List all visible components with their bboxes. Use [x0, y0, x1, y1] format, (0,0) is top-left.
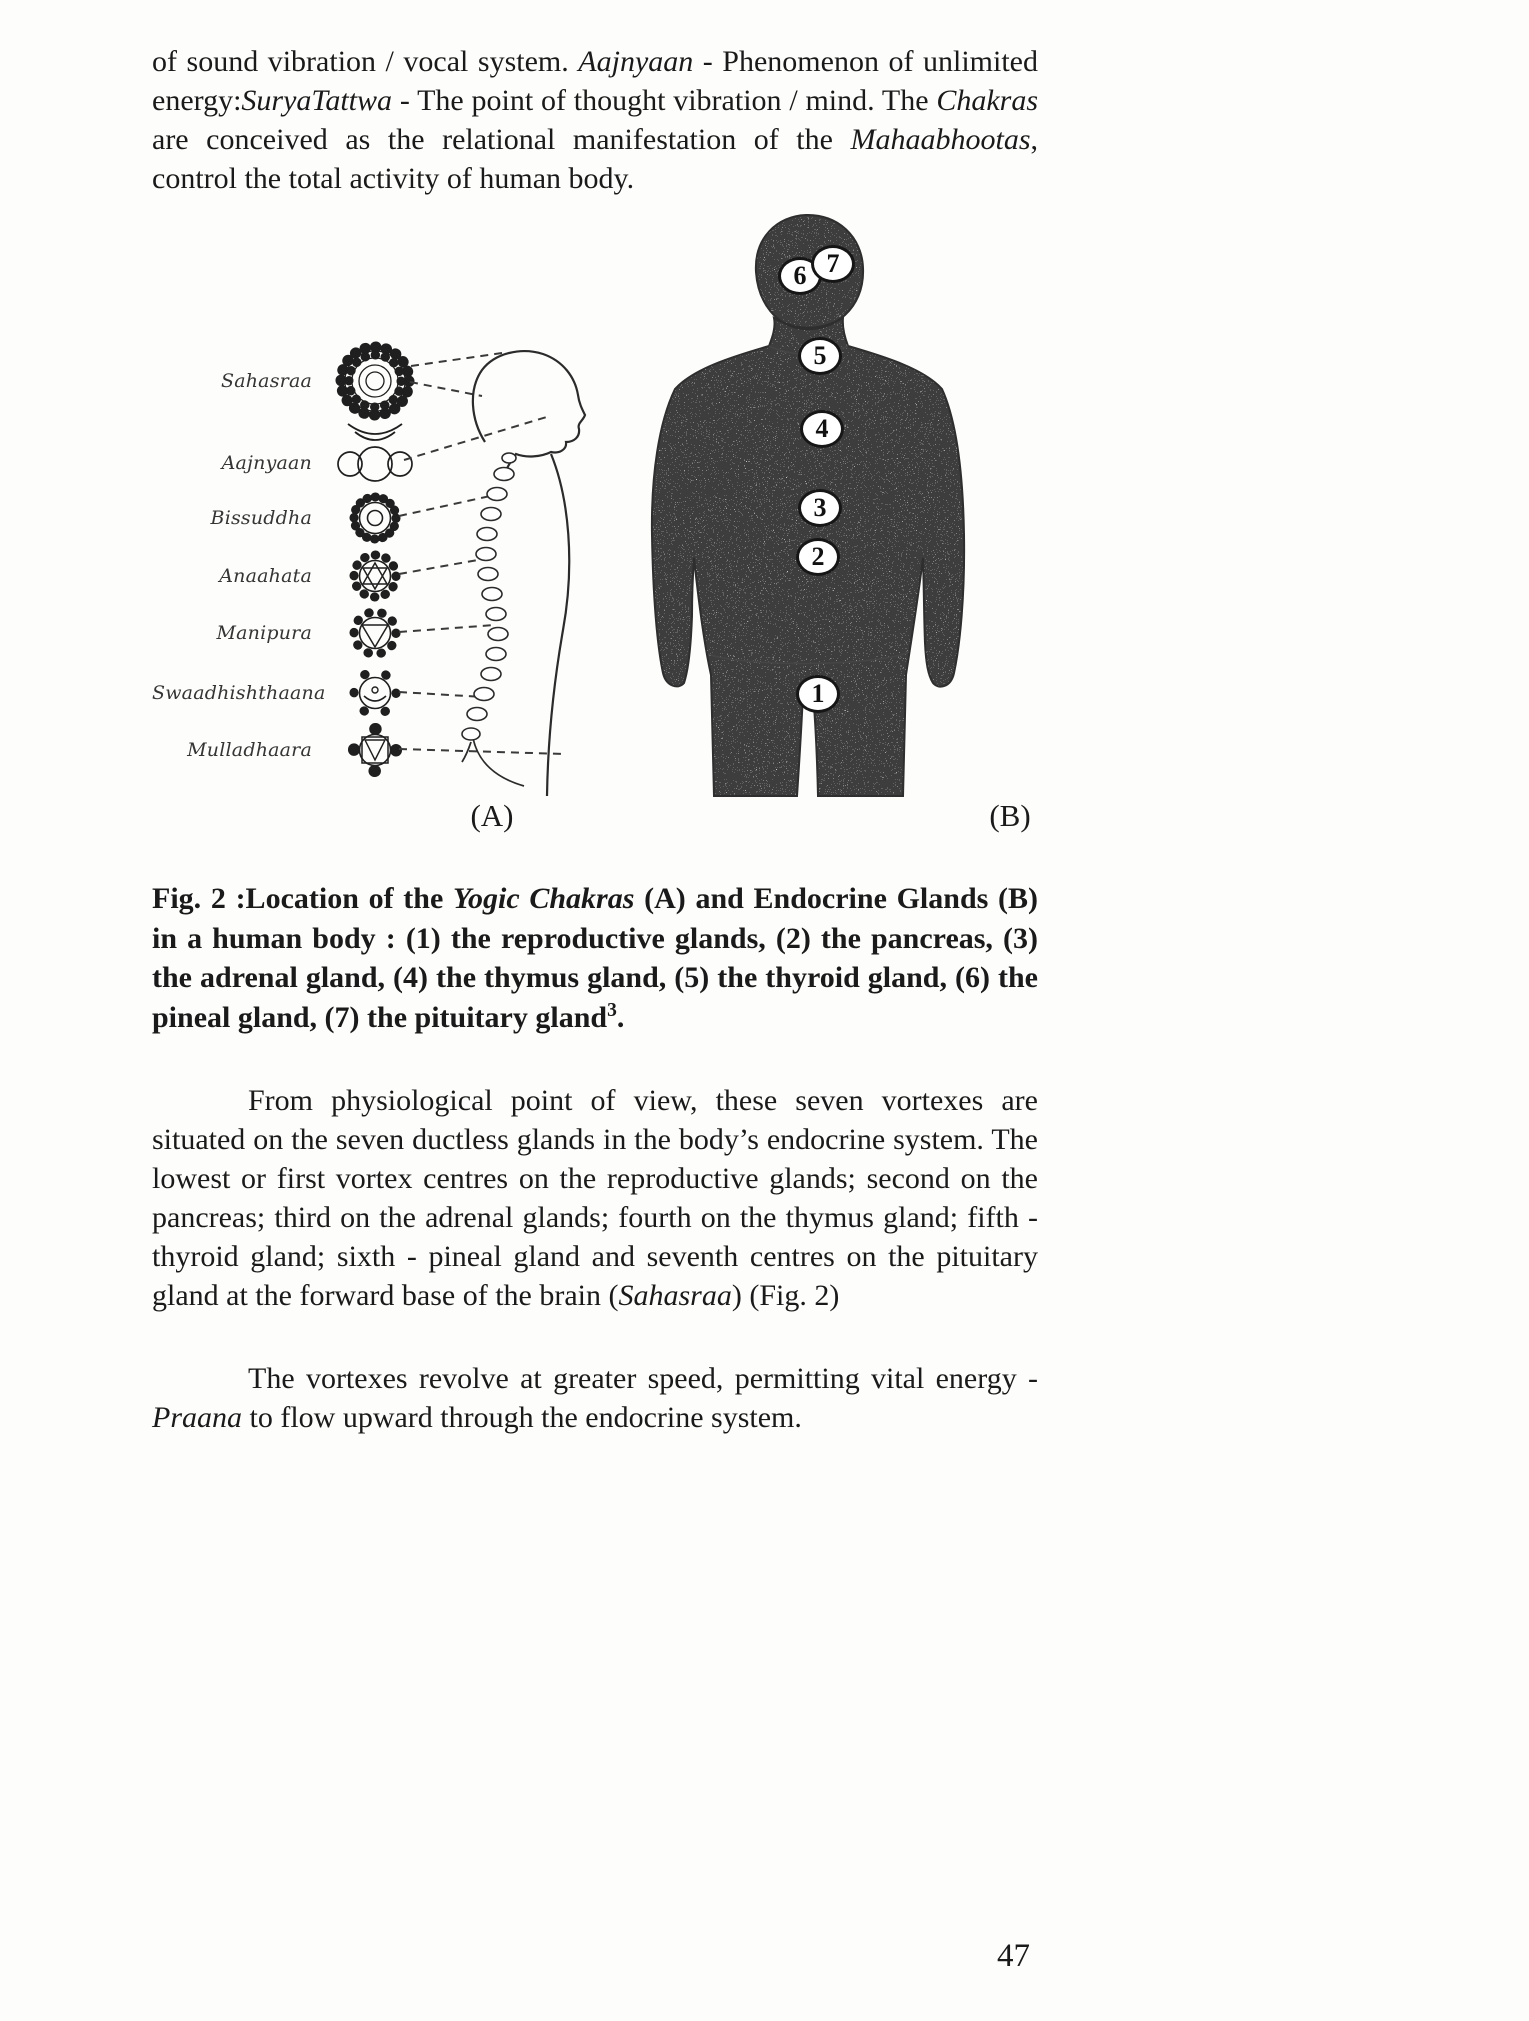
text-segment: - Phenomenon of unlimited energy: — [152, 45, 1038, 117]
page-content — [152, 42, 1038, 1437]
page-number: 47 — [997, 1938, 1030, 1974]
text-segment-italic: Sahasraa — [618, 1279, 732, 1313]
chakra-symbol-column — [338, 347, 412, 771]
gland-badge-5: 5 — [798, 337, 842, 375]
chakra-label-mulladhaara: Mulladhaara — [187, 739, 312, 761]
text-segment-italic: Aajnyaan — [578, 45, 694, 78]
footnote-superscript: 3 — [607, 999, 617, 1021]
text-segment: Fig. 2 :Location of the — [152, 882, 453, 915]
text-segment: - The point of thought vibration / mind. The — [392, 84, 937, 117]
text-segment: ) (Fig. 2) — [731, 1279, 840, 1313]
chakra-symbol-bissuddha — [354, 497, 396, 539]
panel-b-label: (B) — [989, 798, 1031, 833]
hip-contour-line — [473, 738, 524, 786]
text-segment: to flow upward through the endocrine system. — [242, 1401, 802, 1435]
body-paragraph-1 — [152, 1081, 1038, 1315]
text-segment: of sound vibration / vocal system. — [152, 45, 579, 78]
text-segment: The vortexes revolve at greater speed, permitting vital energy - — [248, 1362, 1038, 1396]
text-segment-italic: Praana — [152, 1401, 242, 1435]
text-segment-italic: Chakras — [936, 84, 1038, 117]
body-paragraph-2 — [152, 1359, 1038, 1437]
text-segment: . — [616, 1000, 625, 1034]
text-segment: , control the total activity of human body. — [152, 123, 1038, 195]
chakra-label-sahasraa: Sahasraa — [221, 370, 312, 392]
chakra-symbol-aajnyaan — [338, 447, 412, 481]
gland-badge-6: 6 — [778, 257, 822, 295]
text-segment-italic: Yogic Chakras — [453, 882, 635, 915]
text-segment-italic: SuryaTattwa — [241, 84, 393, 117]
spine-profile-drawing — [462, 351, 585, 796]
chakra-label-manipura: Manipura — [216, 622, 312, 644]
chakra-label-anaahata: Anaahata — [219, 565, 312, 587]
text-segment-italic: Mahaabhootas — [850, 123, 1031, 156]
text-segment: (A) and Endocrine Glands (B) in a human body : (1) the reproductive glands, (2) the pancreas, (3) the adrenal gland, (4) the thymus gland, (5) the thyroid gland, (6) the pineal gland, (7) the pituitary gland — [152, 882, 1038, 1034]
head-profile-outline — [473, 351, 585, 473]
back-contour-line — [547, 454, 569, 796]
gland-badge-1: 1 — [796, 675, 840, 713]
intro-paragraph — [152, 42, 1038, 198]
chakra-symbol-anaahata — [354, 555, 396, 597]
chakra-symbol-swaadhishthaana — [354, 672, 396, 714]
chakra-symbol-manipura — [354, 612, 396, 654]
text-segment: are conceived as the relational manifestation of the — [152, 123, 851, 156]
chakra-label-swaadhishthaana: Swaadhishthaana — [152, 682, 326, 704]
chakra-label-bissuddha: Bissuddha — [210, 507, 312, 529]
figure-caption — [152, 879, 1038, 1037]
text-segment: From physiological point of view, these seven vortexes are situated on the seven ductless glands in the body’s endocrine system. The lowest or first vortex centres on the reproductive glands; second on the pancreas; third on the adrenal glands; fourth on the thymus gland; fifth - thyroid gland; sixth - pineal gland and seventh centres on the pituitary gland at the forward base of the brain ( — [152, 1084, 1038, 1313]
gland-badge-2: 2 — [796, 538, 840, 576]
chakra-symbol-sahasraa — [341, 347, 409, 440]
figure-2 — [152, 206, 1038, 851]
chakra-label-aajnyaan: Aajnyaan — [221, 452, 312, 474]
gland-badge-4: 4 — [800, 410, 844, 448]
chakra-symbol-mulladhaara — [354, 729, 396, 771]
gland-badge-7: 7 — [811, 245, 855, 283]
panel-a-label: (A) — [470, 798, 514, 833]
gland-badge-3: 3 — [798, 489, 842, 527]
